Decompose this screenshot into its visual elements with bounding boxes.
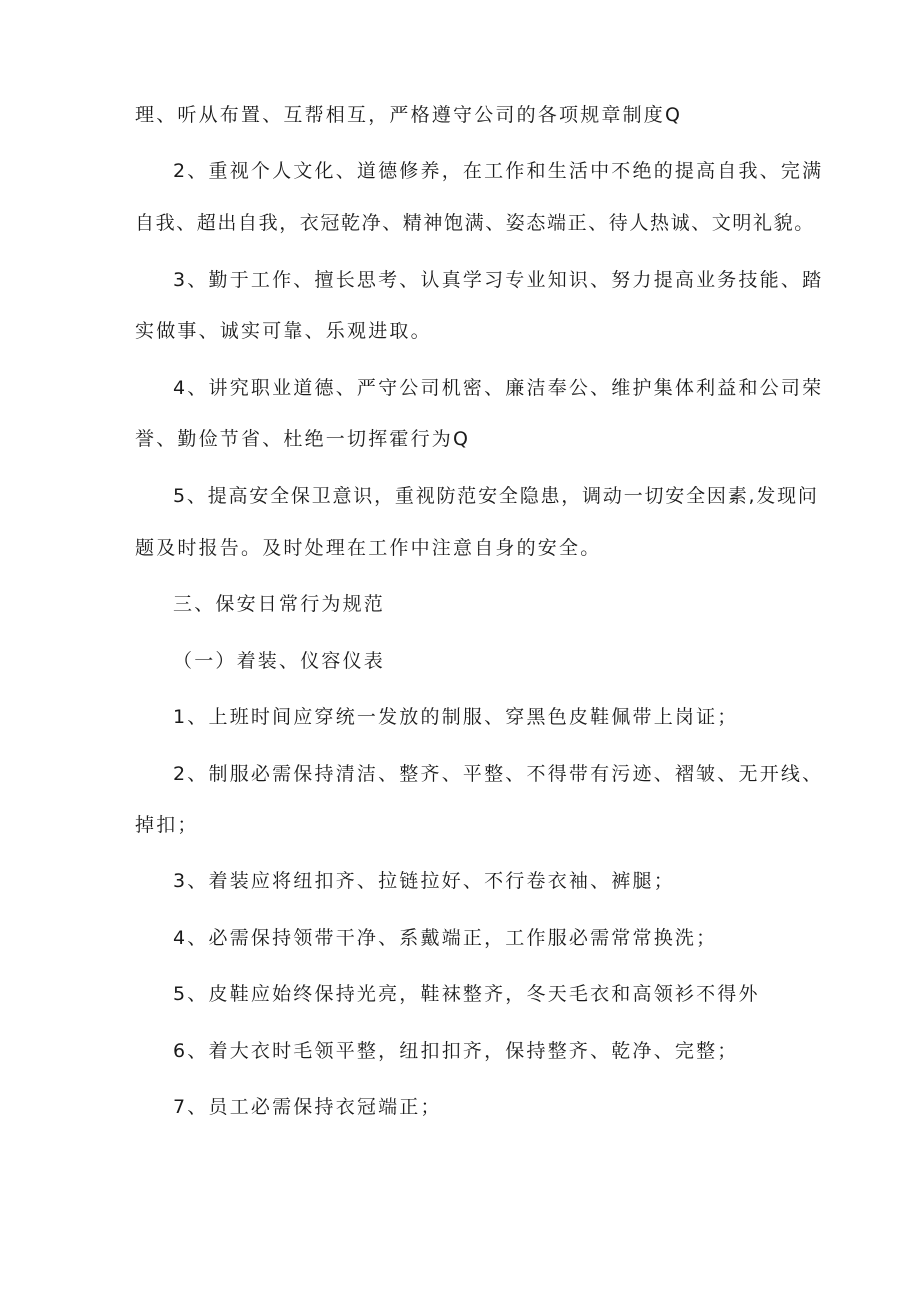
text-line: 1、上班时间应穿统一发放的制服、穿黑色皮鞋佩带上岗证；: [173, 706, 739, 728]
text-line: 5、皮鞋应始终保持光亮，鞋袜整齐，冬天毛衣和高领衫不得外: [173, 983, 760, 1005]
text-line: 6、着大衣时毛领平整，纽扣扣齐，保持整齐、乾净、完整；: [173, 1040, 739, 1062]
text-line: 4、讲究职业道德、严守公司机密、廉洁奉公、维护集体利益和公司荣: [173, 377, 824, 399]
text-line: 5、提高安全保卫意识，重视防范安全隐患，调动一切安全因素,发现问: [173, 485, 819, 507]
text-line: 3、着装应将纽扣齐、拉链拉好、不行卷衣袖、裤腿；: [173, 870, 675, 892]
text-line: 3、勤于工作、擅长思考、认真学习专业知识、努力提高业务技能、踏: [173, 269, 824, 291]
text-line: 2、制服必需保持清洁、整齐、平整、不得带有污迹、褶皱、无开线、: [173, 763, 824, 785]
subsection-heading: （一）着装、仪容仪表: [173, 650, 386, 672]
text-line: 自我、超出自我，衣冠乾净、精神饱满、姿态端正、待人热诚、文明礼貌。: [135, 212, 815, 234]
text-line: 掉扣；: [135, 814, 199, 836]
text-line: 题及时报告。及时处理在工作中注意自身的安全。: [135, 537, 602, 559]
text-line: 2、重视个人文化、道德修养，在工作和生活中不绝的提高自我、完满: [173, 160, 824, 182]
text-line: 理、听从布置、互帮相互，严格遵守公司的各项规章制度Q: [135, 104, 683, 126]
text-line: 誉、勤俭节省、杜绝一切挥霍行为Q: [135, 428, 471, 450]
text-line: 实做事、诚实可靠、乐观进取。: [135, 320, 432, 342]
text-line: 4、必需保持领带干净、系戴端正，工作服必需常常换洗；: [173, 927, 718, 949]
section-heading: 三、保安日常行为规范: [173, 593, 386, 615]
text-line: 7、员工必需保持衣冠端正；: [173, 1096, 442, 1118]
